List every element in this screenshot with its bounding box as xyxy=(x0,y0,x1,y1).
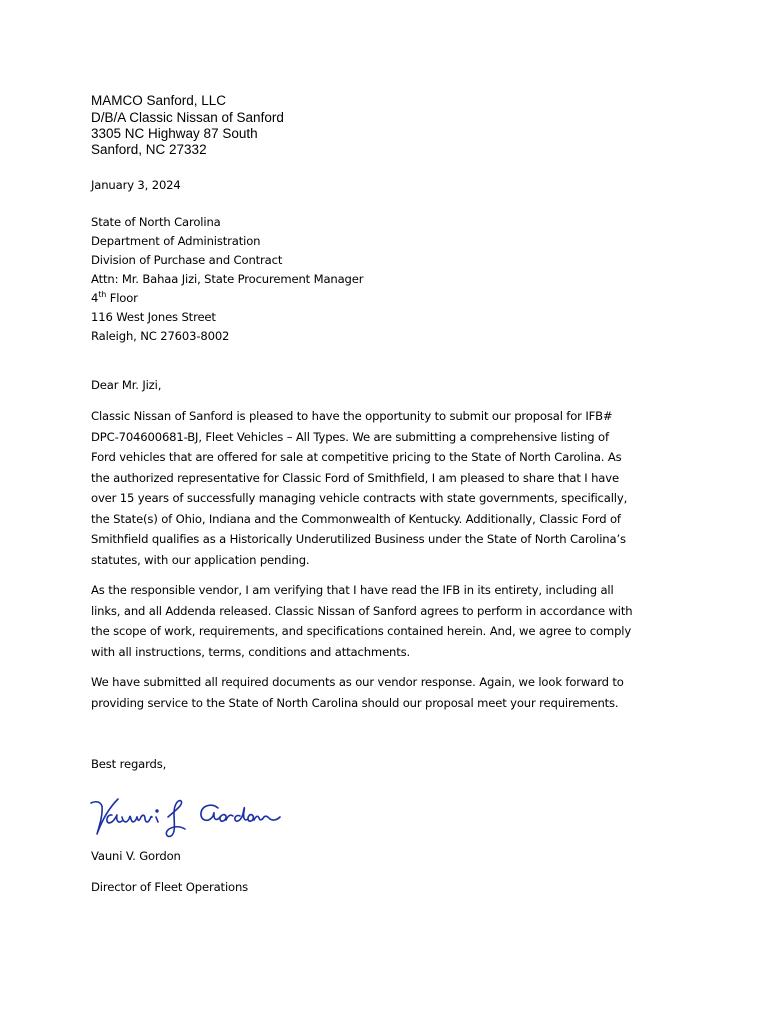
paragraph-line: Classic Nissan of Sanford is pleased to have the opportunity to submit our proposal for IFB# xyxy=(91,409,613,423)
paragraph-line: the authorized representative for Classic Ford of Smithfield, I am pleased to share that I have xyxy=(91,471,619,485)
sender-dba: D/B/A Classic Nissan of Sanford xyxy=(91,110,284,125)
paragraph-line: Ford vehicles that are offered for sale at competitive pricing to the State of North Carolina. As xyxy=(91,450,622,464)
recipient-city: Raleigh, NC 27603-8002 xyxy=(91,329,230,343)
paragraph-line: the State(s) of Ohio, Indiana and the Commonwealth of Kentucky. Additionally, Classic Ford of xyxy=(91,512,621,526)
paragraph-line: the scope of work, requirements, and specifications contained herein. And, we agree to comply xyxy=(91,624,632,638)
signer-title: Director of Fleet Operations xyxy=(91,880,249,894)
paragraph-line: We have submitted all required documents as our vendor response. Again, we look forward to xyxy=(91,675,624,689)
paragraph-line: providing service to the State of North Carolina should our proposal meet your requirements. xyxy=(91,696,619,710)
paragraph-line: with all instructions, terms, conditions and attachments. xyxy=(91,645,411,659)
paragraph-line: DPC-704600681-BJ, Fleet Vehicles – All Types. We are submitting a comprehensive listing of xyxy=(91,430,609,444)
floor-word: Floor xyxy=(106,291,138,305)
recipient-line: State of North Carolina xyxy=(91,215,221,229)
recipient-floor xyxy=(91,290,138,306)
recipient-line: Division of Purchase and Contract xyxy=(91,253,283,267)
paragraph-line: over 15 years of successfully managing vehicle contracts with state governments, specifically, xyxy=(91,491,628,505)
salutation: Dear Mr. Jizi, xyxy=(91,378,162,392)
sender-company: MAMCO Sanford, LLC xyxy=(91,93,227,108)
recipient-line: Department of Administration xyxy=(91,234,261,248)
recipient-attention: Attn: Mr. Bahaa Jizi, State Procurement Manager xyxy=(91,272,364,286)
recipient-street: 116 West Jones Street xyxy=(91,310,216,324)
paragraph-line: statutes, with our application pending. xyxy=(91,553,310,567)
floor-suffix: th xyxy=(98,290,107,300)
paragraph-line: As the responsible vendor, I am verifying that I have read the IFB in its entirety, including all xyxy=(91,583,614,597)
handwritten-signature xyxy=(88,795,288,840)
floor-number: 4 xyxy=(91,291,99,305)
closing-phrase: Best regards, xyxy=(91,757,167,771)
paragraph-line: links, and all Addenda released. Classic Nissan of Sanford agrees to perform in accordance with xyxy=(91,604,633,618)
signer-name: Vauni V. Gordon xyxy=(91,849,181,863)
sender-city: Sanford, NC 27332 xyxy=(91,142,207,157)
sender-street: 3305 NC Highway 87 South xyxy=(91,126,258,141)
letter-date: January 3, 2024 xyxy=(91,178,181,192)
paragraph-line: Smithfield qualifies as a Historically Underutilized Business under the State of North Carolina’s xyxy=(91,532,626,546)
